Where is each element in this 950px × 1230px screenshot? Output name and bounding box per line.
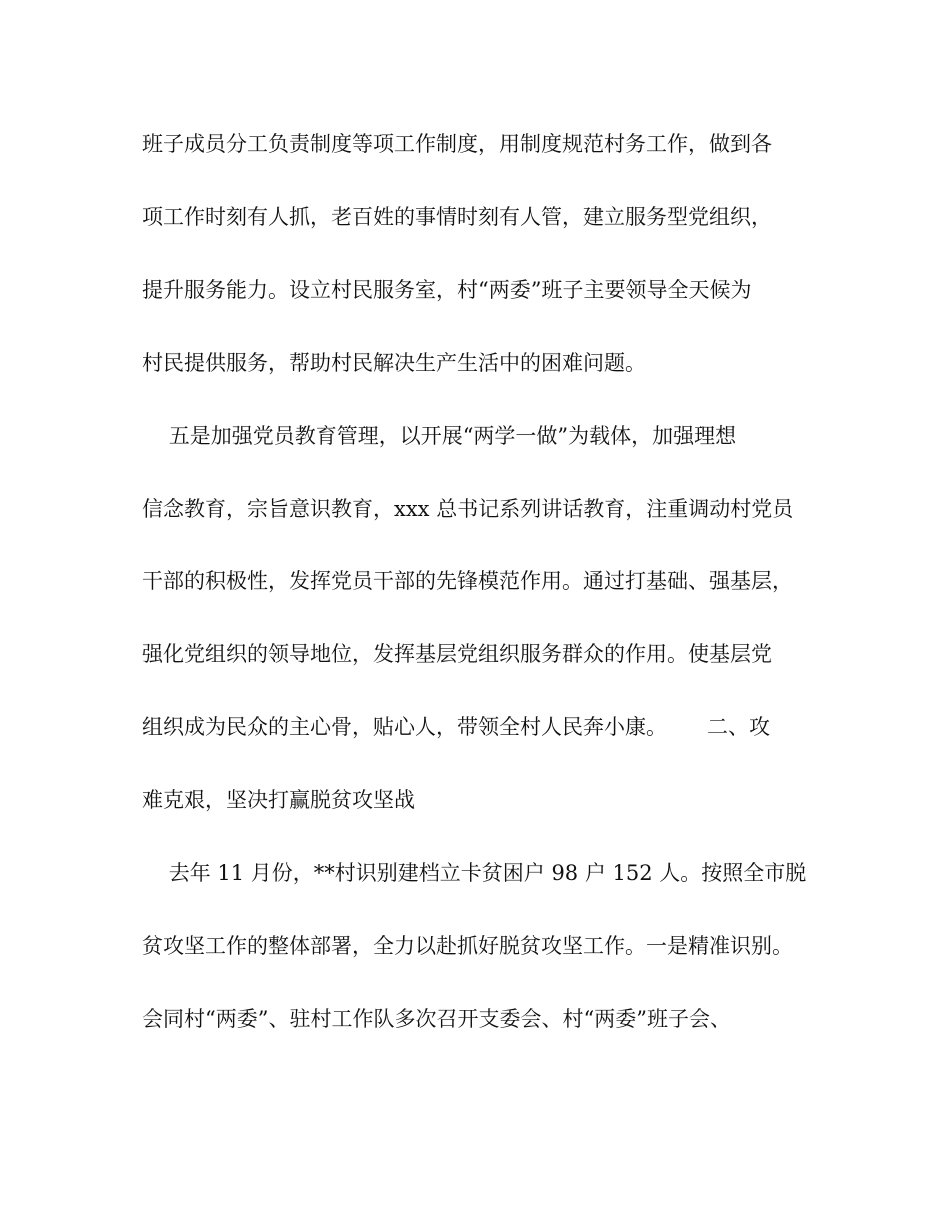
text-line-11: 去年 11 月份，**村识别建档立卡贫困户 98 户 152 人。按照全市脱: [142, 861, 807, 885]
text-line-10: 难克艰，坚决打赢脱贫攻坚战: [142, 788, 415, 812]
text-line-12: 贫攻坚工作的整体部署，全力以赴抓好脱贫攻坚工作。一是精准识别。: [142, 934, 793, 958]
text-line-2: 项工作时刻有人抓，老百姓的事情时刻有人管，建立服务型党组织，: [142, 205, 772, 229]
text-line-1: 班子成员分工负责制度等项工作制度，用制度规范村务工作，做到各: [142, 132, 772, 156]
text-line-3: 提升服务能力。设立村民服务室，村“两委”班子主要领导全天候为: [142, 278, 752, 302]
text-line-6: 信念教育，宗旨意识教育，xxx 总书记系列讲话教育，注重调动村党员: [142, 497, 794, 521]
text-line-4: 村民提供服务，帮助村民解决生产生活中的困难问题。: [142, 351, 646, 375]
text-line-7: 干部的积极性，发挥党员干部的先锋模范作用。通过打基础、强基层，: [142, 569, 793, 593]
text-line-8: 强化党组织的领导地位，发挥基层党组织服务群众的作用。使基层党: [142, 642, 772, 666]
text-line-13: 会同村“两委”、驻村工作队多次召开支委会、村“两委”班子会、: [142, 1007, 731, 1031]
text-line-5: 五是加强党员教育管理，以开展“两学一做”为载体，加强理想: [142, 424, 737, 448]
text-line-9: 组织成为民众的主心骨，贴心人，带领全村人民奔小康。 二、攻: [142, 715, 771, 739]
